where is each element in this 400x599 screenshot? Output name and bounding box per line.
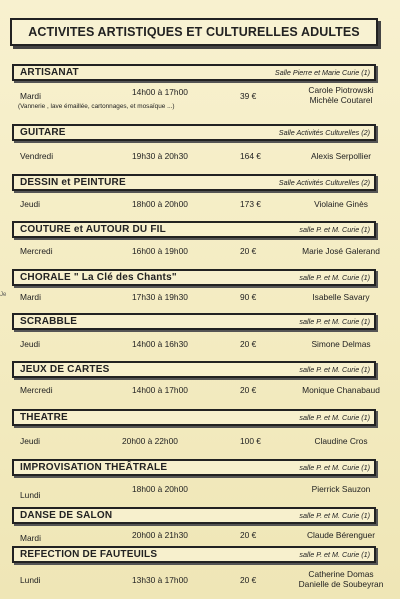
time: 16h00 à 19h00 (132, 246, 188, 256)
page-title: ACTIVITES ARTISTIQUES ET CULTURELLES ADULTES (10, 18, 378, 46)
teacher (286, 569, 396, 589)
time: 14h00 à 16h30 (132, 339, 188, 349)
day: Vendredi (20, 151, 54, 161)
section-scrabble (12, 313, 376, 353)
section-danse-de-salon (12, 507, 376, 544)
activity-location: Salle Activités Culturelles (2) (278, 128, 370, 137)
section-header (12, 459, 376, 476)
schedule-row (12, 199, 376, 213)
section-refection-fauteuils (12, 546, 384, 589)
teacher: Monique Chanabaud (302, 385, 380, 395)
activity-name: IMPROVISATION THEÂTRALE (20, 462, 168, 473)
schedule-row (12, 436, 376, 450)
teacher: Violaine Ginès (314, 199, 368, 209)
activity-name: THEATRE (20, 412, 68, 423)
time: 19h30 à 20h30 (132, 151, 188, 161)
activity-location: salle P. et M. Curie (1) (299, 413, 370, 422)
section-jeux-de-cartes (12, 361, 380, 399)
price: 100 € (240, 436, 261, 446)
schedule-row (12, 569, 384, 589)
time: 18h00 à 20h00 (132, 484, 188, 494)
day: Lundi (20, 575, 41, 585)
section-header (12, 269, 376, 286)
schedule-row (12, 151, 376, 165)
teacher: Pierrick Sauzon (311, 484, 371, 494)
edge-fragment: Je (0, 292, 7, 298)
teacher-2: Michèle Coutarel (309, 95, 373, 105)
price: 90 € (240, 292, 257, 302)
price: 20 € (240, 530, 257, 540)
day: Lundi (20, 490, 41, 500)
time: 20h00 à 21h30 (132, 530, 188, 540)
price: 173 € (240, 199, 261, 209)
schedule-row (0, 292, 376, 306)
price: 20 € (240, 339, 257, 349)
section-header (12, 361, 376, 378)
teacher: Simone Delmas (311, 339, 371, 349)
activity-location: salle P. et M. Curie (1) (299, 511, 370, 520)
teacher-2: Danielle de Soubeyran (298, 579, 384, 589)
section-header (12, 409, 376, 426)
time: 14h00 à 17h00 (132, 87, 188, 97)
activity-location: salle P. et M. Curie (1) (299, 550, 370, 559)
price: 20 € (240, 385, 257, 395)
time: 20h00 à 22h00 (122, 436, 178, 446)
day: Mardi (20, 292, 41, 302)
activity-note: (Vannerie , lave émaillée, cartonnages, et mosaïque ...) (18, 103, 175, 110)
section-theatre (12, 409, 376, 450)
section-header (12, 221, 376, 238)
section-header (12, 507, 376, 524)
activity-location: salle P. et M. Curie (1) (299, 365, 370, 374)
section-header (12, 124, 376, 141)
teacher (286, 85, 396, 105)
activity-name: CHORALE " La Clé des Chants" (20, 272, 177, 283)
section-header (12, 174, 376, 191)
section-header (12, 546, 376, 563)
price: 20 € (240, 575, 257, 585)
price: 164 € (240, 151, 261, 161)
activity-location: salle P. et M. Curie (1) (299, 273, 370, 282)
time: 17h30 à 19h30 (132, 292, 188, 302)
day: Mercredi (20, 385, 53, 395)
activity-name: ARTISANAT (20, 67, 79, 78)
schedule-row (12, 85, 376, 105)
section-header (12, 313, 376, 330)
price: 39 € (240, 91, 257, 101)
day: Jeudi (20, 436, 41, 446)
schedule-row (12, 246, 380, 260)
section-improvisation (12, 459, 376, 498)
section-dessin (12, 174, 376, 213)
activity-name: GUITARE (20, 127, 66, 138)
day: Mardi (20, 533, 41, 543)
teacher-1: Catherine Domas (308, 569, 374, 579)
teacher: Alexis Serpollier (310, 151, 372, 161)
activity-name: JEUX DE CARTES (20, 364, 110, 375)
time: 13h30 à 17h00 (132, 575, 188, 585)
price: 20 € (240, 246, 257, 256)
teacher-1: Carole Piotrowski (308, 85, 374, 95)
activity-location: salle P. et M. Curie (1) (299, 225, 370, 234)
schedule-row (12, 339, 376, 353)
teacher: Claudine Cros (314, 436, 368, 446)
section-chorale (0, 269, 376, 306)
activity-name: DANSE DE SALON (20, 510, 113, 521)
activity-name: SCRABBLE (20, 316, 78, 327)
teacher: Isabelle Savary (312, 292, 370, 302)
activity-location: salle P. et M. Curie (1) (299, 317, 370, 326)
teacher: Marie José Galerand (302, 246, 380, 256)
schedule-row (12, 484, 376, 498)
day: Mardi (20, 91, 41, 101)
schedule-row (12, 530, 376, 544)
day: Jeudi (20, 199, 41, 209)
day: Jeudi (20, 339, 41, 349)
time: 14h00 à 17h00 (132, 385, 188, 395)
activity-name: DESSIN et PEINTURE (20, 177, 126, 188)
schedule-row (12, 385, 380, 399)
section-header (12, 64, 376, 81)
section-artisanat (12, 64, 376, 110)
activity-location: Salle Activités Culturelles (2) (278, 178, 370, 187)
teacher: Claude Bérenguer (307, 530, 375, 540)
section-guitare (12, 124, 376, 165)
activity-name: REFECTION DE FAUTEUILS (20, 549, 158, 560)
time: 18h00 à 20h00 (132, 199, 188, 209)
section-couture (12, 221, 380, 260)
activity-location: Salle Pierre et Marie Curie (1) (274, 68, 370, 77)
activity-location: salle P. et M. Curie (1) (299, 463, 370, 472)
day: Mercredi (20, 246, 53, 256)
activity-name: COUTURE et AUTOUR DU FIL (20, 224, 166, 235)
